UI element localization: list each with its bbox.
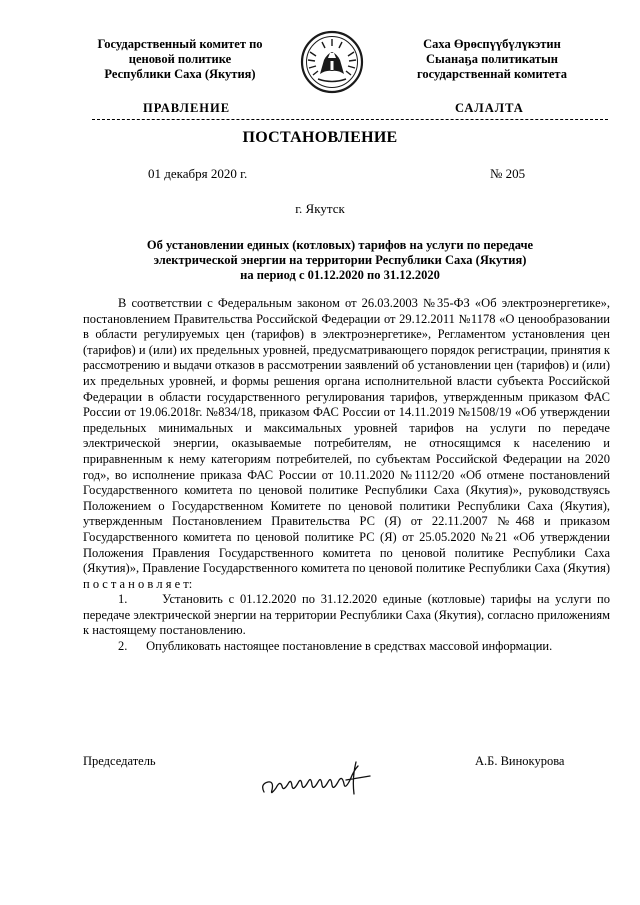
header-right-line-1: Саха Өрөспүүбүлүкэтин bbox=[423, 37, 561, 51]
document-title bbox=[110, 238, 570, 283]
header-right-line-3: государственнай комитета bbox=[417, 67, 567, 81]
document-date: 01 декабря 2020 г. bbox=[148, 166, 248, 181]
handwritten-signature bbox=[258, 758, 378, 803]
body-preamble: В соответствии с Федеральным законом от 26.03.2003 №35-ФЗ «Об электроэнергетике», постановлением Правительства Российской Федерации от 29.12.2011 №1178 «О ценообразовании в области регулируемых цен (тарифов) в электроэнергетике», Регламентом установления цен (тарифов) и (или) их предельных уровней, предусматривающего порядок регистрации, принятия к рассмотрению и выдачи отказов в рассмотрении заявлений об установлении цен (тарифов) и (или) их предельных уровней, и формы решения органа исполнительной власти субъекта Российской Федерации в области государственного регулирования тарифов, утвержденным приказом ФАС России от 19.06.2018г. №834/18, приказом ФАС России от 14.11.2019 №1508/19 «Об утверждении предельных минимальных и максимальных уровней тарифов на услуги по передаче электрической энергии, оказываемые потребителям, не относящимся к населению и приравненным к нему категориям потребителей, по субъектам Российской Федерации на 2020 год», во исполнение приказа ФАС России от 10.11.2020 №1112/20 «Об отмене постановлений Государственного комитета по ценовой политике Республики Саха (Якутия)», руководствуясь Положением о Государственном Комитете по ценовой политики Республики Саха (Якутия), утвержденным Постановлением Правительства РС (Я) от 22.11.2007 №468 и приказом Государственного комитета по ценовой политике РС (Я) от 25.05.2020 №21 «Об утверждении Положения Правления Государственного комитета по ценовой политике Республики Саха (Якутия)», Правление Государственного комитета по ценовой политике Республики Саха (Якутия) п о с т а н о в л я е т: bbox=[83, 296, 610, 591]
header-right-line-2: Сыанаҕа политикатын bbox=[426, 52, 558, 66]
header-left-line-1: Государственный комитет по bbox=[97, 37, 263, 51]
body-item-1: 1. Установить с 01.12.2020 по 31.12.2020 единые (котловые) тарифы на услуги по передаче электрической энергии на территории Республики Саха (Якутия), согласно приложениям к настоящему постановлению. bbox=[83, 592, 610, 638]
header-divider bbox=[92, 119, 608, 120]
header-left-line-2: ценовой политике bbox=[128, 52, 232, 66]
title-line-1: Об установлении единых (котловых) тарифов на услуги по передаче bbox=[146, 238, 534, 252]
signer-role: Председатель bbox=[83, 754, 156, 768]
header-right-block bbox=[392, 37, 592, 82]
title-line-3: на период с 01.12.2020 по 31.12.2020 bbox=[240, 268, 440, 282]
signer-name: А.Б. Винокурова bbox=[475, 754, 565, 768]
title-line-2: электрической энергии на территории Республики Саха (Якутия) bbox=[153, 253, 527, 267]
document-city: г. Якутск bbox=[295, 201, 345, 216]
header-left-subtitle: ПРАВЛЕНИЕ bbox=[143, 101, 231, 115]
header-left-line-3: Республики Саха (Якутия) bbox=[104, 67, 256, 81]
sakha-republic-emblem-icon bbox=[300, 30, 364, 94]
document-number: № 205 bbox=[490, 166, 526, 181]
document-body bbox=[83, 296, 610, 655]
document-type: ПОСТАНОВЛЕНИЕ bbox=[242, 129, 398, 146]
header-left-block bbox=[70, 37, 290, 82]
header-right-subtitle: САЛАЛТА bbox=[455, 101, 524, 115]
body-item-2: 2. Опубликовать настоящее постановление в средствах массовой информации. bbox=[118, 639, 553, 654]
